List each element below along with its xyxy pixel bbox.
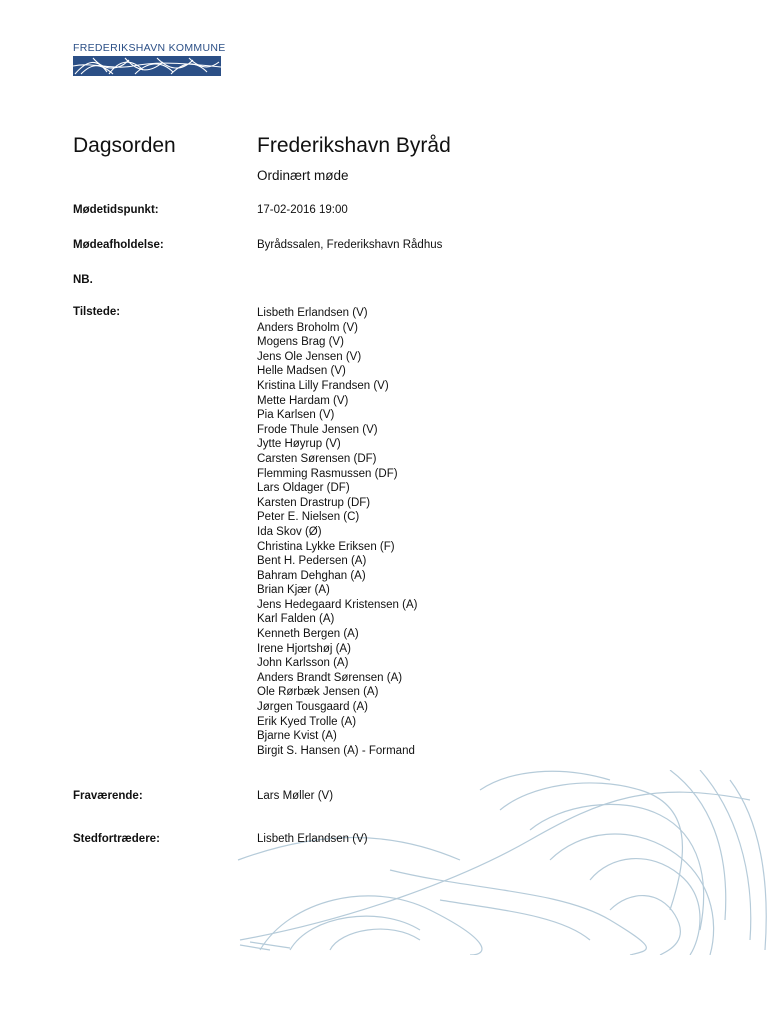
document-type-title: Dagsorden — [73, 134, 176, 157]
nb-label: NB. — [73, 274, 93, 286]
attendee-list — [257, 306, 417, 758]
attendee-item: John Karlsson (A) — [257, 657, 349, 670]
attendee-item: Ole Rørbæk Jensen (A) — [257, 686, 379, 699]
attendee-item: Lars Oldager (DF) — [257, 482, 350, 495]
substitutes-label: Stedfortrædere: — [73, 833, 160, 845]
attendee-item: Christina Lykke Eriksen (F) — [257, 540, 395, 553]
meeting-time-value: 17-02-2016 19:00 — [257, 204, 348, 216]
attendee-item: Pia Karlsen (V) — [257, 409, 335, 422]
attendee-item: Kristina Lilly Frandsen (V) — [257, 379, 389, 392]
attendee-item: Jørgen Tousgaard (A) — [257, 701, 369, 714]
attendee-item: Kenneth Bergen (A) — [257, 628, 359, 641]
substitutes-value: Lisbeth Erlandsen (V) — [257, 833, 368, 845]
attendee-item: Mogens Brag (V) — [257, 336, 344, 349]
attendee-item: Karsten Drastrup (DF) — [257, 496, 371, 509]
present-label: Tilstede: — [73, 306, 121, 318]
attendee-item: Bahram Dehghan (A) — [257, 569, 366, 582]
attendee-item: Karl Falden (A) — [257, 613, 335, 626]
attendee-item: Jens Ole Jensen (V) — [257, 350, 362, 363]
attendee-item: Jytte Høyrup (V) — [257, 438, 341, 451]
attendee-item: Lisbeth Erlandsen (V) — [257, 307, 368, 319]
attendee-item: Carsten Sørensen (DF) — [257, 452, 377, 465]
meeting-kind: Ordinært møde — [257, 168, 349, 183]
committee-title: Frederikshavn Byråd — [257, 134, 451, 157]
venue-label: Mødeafholdelse: — [73, 239, 164, 251]
attendee-item: Irene Hjortshøj (A) — [257, 642, 351, 655]
attendee-item: Birgit S. Hansen (A) - Formand — [257, 744, 415, 757]
attendee-item: Ida Skov (Ø) — [257, 525, 322, 538]
attendee-item: Bent H. Pedersen (A) — [257, 555, 367, 568]
attendee-item: Peter E. Nielsen (C) — [257, 511, 360, 524]
attendee-item: Jens Hedegaard Kristensen (A) — [257, 598, 418, 611]
municipality-logo — [73, 42, 226, 76]
absent-label: Fraværende: — [73, 790, 143, 802]
attendee-item: Bjarne Kvist (A) — [257, 730, 337, 743]
attendee-item: Erik Kyed Trolle (A) — [257, 715, 357, 728]
attendee-item: Anders Broholm (V) — [257, 321, 358, 334]
venue-value: Byrådssalen, Frederikshavn Rådhus — [257, 239, 443, 251]
wave-logo-icon — [73, 56, 221, 76]
logo-text: FREDERIKSHAVN KOMMUNE — [73, 42, 226, 54]
attendee-item: Anders Brandt Sørensen (A) — [257, 671, 403, 684]
attendee-item: Frode Thule Jensen (V) — [257, 423, 378, 436]
meeting-time-label: Mødetidspunkt: — [73, 204, 159, 216]
attendee-item: Flemming Rasmussen (DF) — [257, 467, 398, 480]
absent-value: Lars Møller (V) — [257, 790, 334, 802]
attendee-item: Mette Hardam (V) — [257, 394, 349, 407]
attendee-item: Helle Madsen (V) — [257, 365, 346, 378]
attendee-item: Brian Kjær (A) — [257, 584, 330, 597]
